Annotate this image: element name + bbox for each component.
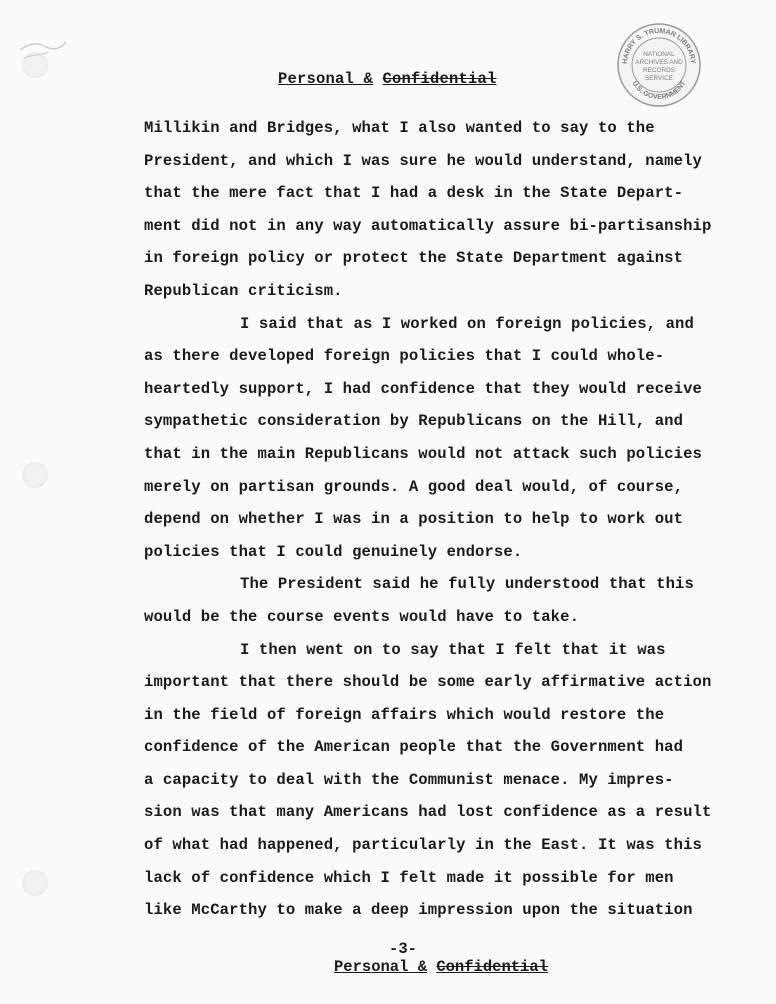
punch-hole: [22, 870, 48, 896]
footer-classification: [0, 958, 776, 976]
body-line: merely on partisan grounds. A good deal would, of course,: [144, 477, 684, 496]
body-line: that in the main Republicans would not attack such policies: [144, 444, 703, 463]
header-confidential-struck: Confidential: [382, 70, 497, 88]
stamp-ring-bottom: U.S. GOVERNMENT: [630, 80, 688, 102]
body-line: important that there should be some early affirmative action: [144, 673, 712, 692]
body-line: that the mere fact that I had a desk in the State Depart-: [144, 184, 684, 203]
footer-confidential-struck: Confidential: [436, 958, 548, 976]
body-line: I said that as I worked on foreign policies, and: [240, 314, 694, 333]
body-line: President, and which I was sure he would understand, namely: [144, 151, 703, 170]
body-line: I then went on to say that I felt that it was: [240, 640, 666, 659]
stamp-ring-top: HARRY S. TRUMAN LIBRARY: [621, 27, 697, 65]
body-line: policies that I could genuinely endorse.: [144, 542, 523, 561]
body-line: ment did not in any way automatically assure bi-partisanship: [144, 216, 712, 235]
pencil-annotation: [14, 28, 84, 68]
stamp-line-1: NATIONAL: [643, 51, 675, 58]
body-line: depend on whether I was in a position to help to work out: [144, 510, 684, 529]
body-line: The President said he fully understood that this: [240, 575, 694, 594]
body-line: Republican criticism.: [144, 281, 343, 300]
body-line: in foreign policy or protect the State Department against: [144, 249, 684, 268]
body-line: heartedly support, I had confidence that they would receive: [144, 379, 703, 398]
body-line: Millikin and Bridges, what I also wanted to say to the: [144, 119, 655, 137]
header-personal: Personal &: [278, 70, 374, 88]
footer-personal: Personal &: [334, 958, 428, 976]
body-line: sympathetic consideration by Republicans on the Hill, and: [144, 412, 684, 431]
punch-hole: [22, 462, 48, 488]
stamp-line-3: RECORDS: [643, 67, 675, 74]
body-line: confidence of the American people that the Government had: [144, 738, 684, 757]
body-line: as there developed foreign policies that I could whole-: [144, 347, 665, 366]
body-line: in the field of foreign affairs which would restore the: [144, 705, 665, 724]
body-line: like McCarthy to make a deep impression upon the situation: [144, 901, 693, 920]
body-line: lack of confidence which I felt made it possible for men: [144, 868, 674, 887]
body-line: of what had happened, particularly in the East. It was this: [144, 836, 703, 855]
stamp-line-4: SERVICE: [645, 75, 673, 82]
body-line: sion was that many Americans had lost confidence as a result: [144, 803, 712, 822]
stamp-line-2: ARCHIVES AND: [635, 59, 683, 66]
body-line: would be the course events would have to take.: [144, 607, 580, 626]
body-line: a capacity to deal with the Communist menace. My impres-: [144, 770, 674, 789]
page-number: -3-: [389, 940, 417, 958]
letter-body: [144, 112, 744, 927]
archives-stamp: [616, 22, 702, 108]
